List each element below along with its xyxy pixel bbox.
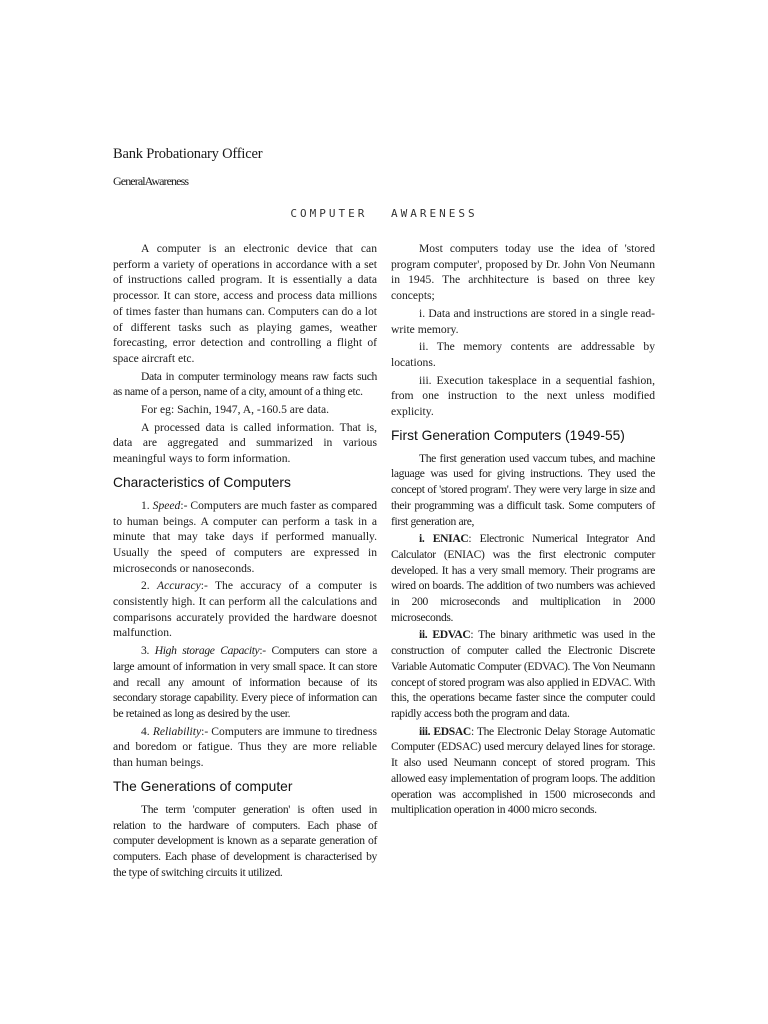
accuracy-number: 2. [141,579,150,593]
document-title: COMPUTER AWARENESS [290,207,478,220]
right-column [391,241,655,820]
data-definition-paragraph: Data in computer terminology means raw facts such as name of a person, name of a city, amount of a thing etc. [113,369,377,399]
edsac-label: iii. EDSAC [419,724,471,738]
storage-paragraph [113,643,377,722]
generations-heading: The Generations of computer [113,778,293,794]
concept-3: iii. Execution takesplace in a sequential fashion, from one instruction to the next unless modified explicity. [391,373,655,419]
edvac-text: : The binary arithmetic was used in the construction of computer called the Electronic Discrete Variable Automatic Computer (EDVAC). The Von Neumann concept of stored program was also applied in EDVAC. With this, the operations became faster since the computer could rapidly access both the program and data. [391,628,655,720]
data-example-paragraph: For eg: Sachin, 1947, A, -160.5 are data. [141,403,330,417]
reliability-number: 4. [141,724,150,738]
accuracy-paragraph [113,578,377,641]
header-title: Bank Probationary Officer [113,146,263,162]
first-generation-paragraph: The first generation used vaccum tubes, and machine laguage was used for giving instructions. They used the concept of 'stored program'. They were very large in size and their programming was a difficult task. Some computers of first generation are, [391,451,655,528]
storage-number: 3. [141,644,149,658]
edsac-paragraph [391,724,655,818]
accuracy-text: :- The accuracy of a computer is consistently high. It can perform all the calculations and comparisons accurately provided the hardware doesnot malfunction. [113,579,377,640]
speed-paragraph [113,498,377,577]
speed-number: 1. [141,498,150,512]
eniac-label: i. ENIAC [419,532,469,546]
edsac-text: : The Electronic Delay Storage Automatic Computer (EDSAC) used mercury delayed lines for storage. It also used Neumann concept of stored program. This allowed easy implementation of program loops. The addition operation was accomplished in 1500 microseconds and multiplication operation in 4000 micro seconds. [391,724,655,817]
storage-text: :- Computers can store a large amount of information in very small space. It can store and recall any amount of information because of its secondary storage capability. Every piece of information can be retained as long as desired by the user. [113,644,377,720]
information-paragraph: A processed data is called information. That is, data are aggregated and summarized in various meaningful ways to form information. [113,420,377,466]
first-generation-heading: First Generation Computers (1949-55) [391,427,625,443]
generations-paragraph: The term 'computer generation' is often used in relation to the hardware of computers. Each phase of computer development is known as a separate generation of computers. Each phase of development is characterised by the type of switching circuits it utilized. [113,802,377,879]
stored-program-paragraph: Most computers today use the idea of 'stored program computer', proposed by Dr. John Von Neumann in 1945. The archhitecture is based on three key concepts; [391,242,655,303]
speed-label: Speed [152,498,181,512]
reliability-text: :- Computers are immune to tiredness and boredom or fatigue. Thus they are more reliable than human beings. [113,724,377,770]
left-column [113,241,377,882]
accuracy-label: Accuracy [157,579,201,593]
storage-label: High storage Capacity [154,644,260,658]
reliability-paragraph [113,724,377,771]
edvac-label: ii. EDVAC [419,628,471,642]
reliability-label: Reliability [152,724,202,738]
eniac-paragraph [391,531,655,625]
intro-paragraph: A computer is an electronic device that can perform a variety of operations in accordance with a set of instructions called program. It is essentially a data processor. It can store, access and process data millions of times faster than humans can. Computers can do a lot of different tasks such as playing games, weather forecasting, error detection and controlling a flight of space aircraft etc. [113,242,377,365]
header-subtitle: GeneralAwareness [113,174,189,188]
speed-text: :- Computers are much faster as compared to human beings. A computer can perform a task in a minute that may take days if performed manually. Usually the speed of computers are expressed in microseconds or nanoseconds. [113,498,377,575]
edvac-paragraph [391,627,655,721]
concept-2: ii. The memory contents are addressable by locations. [391,340,655,369]
characteristics-heading: Characteristics of Computers [113,474,291,490]
eniac-text: : Electronic Numerical Integrator And Calculator (ENIAC) was the first electronic computer developed. It has a very small memory. Their programs are wired on boards. The addition of two numbers was achieved in 200 microseconds and multiplication in 2000 microseconds. [391,532,655,624]
concept-1: i. Data and instructions are stored in a single read-write memory. [391,306,655,336]
